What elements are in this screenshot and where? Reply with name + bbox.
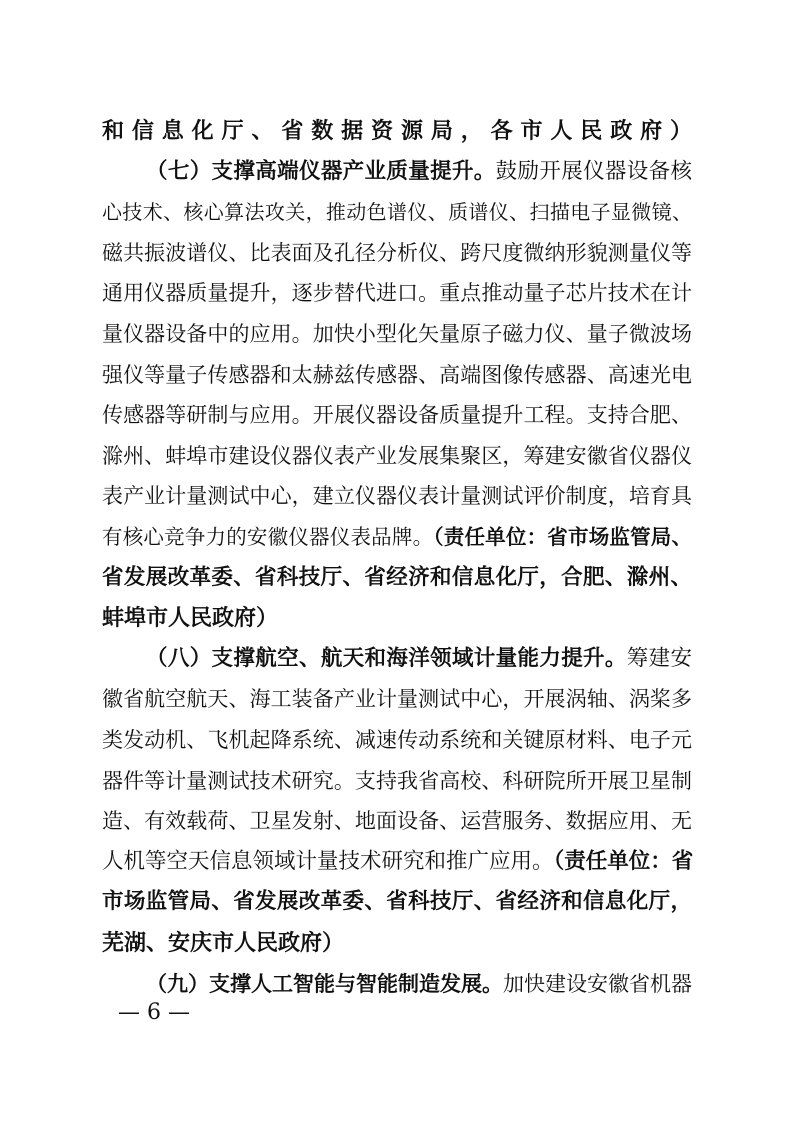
heading-9-rest: 加快建设安徽省机器 [503,971,692,996]
text-line-20: 市场监管局、省发展改革委、省科技厅、省经济和信息化厅， [102,889,692,915]
responsibility-label-7: （责任单位：省市场监管局、 [433,525,693,549]
text-line-15: 徽省航空航天、海工装备产业计量测试中心，开展涡轴、涡桨多 [102,687,692,712]
text-line-13: 蚌埠市人民政府） [102,605,279,632]
heading-9-line [146,971,692,997]
text-line-6: 量仪器设备中的应用。加快小型化矢量原子磁力仪、量子微波场 [102,322,692,346]
text-line-12: 省发展改革委、省科技厅、省经济和信息化厅，合肥、滁州、 [102,564,692,590]
heading-8: （八）支撑航空、航天和海洋领域计量能力提升。 [146,645,627,671]
text-line-5: 通用仪器质量提升，逐步替代进口。重点推动量子芯片技术在计 [102,281,692,306]
text-line-11-main: 有核心竞争力的安徽仪器仪表品牌。 [102,525,434,549]
heading-7-rest: 鼓励开展仪器设备核 [495,158,692,184]
text-line-10: 表产业计量测试中心，建立仪器仪表计量测试评价制度，培育具 [102,484,692,509]
text-line-9: 滁州、蚌埠市建设仪器仪表产业发展集聚区，筹建安徽省仪器仪 [102,443,692,468]
heading-7: （七）支撑高端仪器产业质量提升。 [146,158,496,184]
text-line-18: 造、有效载荷、卫星发射、地面设备、运营服务、数据应用、无 [102,809,692,834]
text-line-3: 心技术、核心算法攻关，推动色谱仪、质谱仪、扫描电子显微镜、 [102,200,692,225]
text-line-11 [102,524,692,550]
page-number: — 6 — [118,1000,190,1025]
text-line-4: 磁共振波谱仪、比表面及孔径分析仪、跨尺度微纳形貌测量仪等 [102,240,692,265]
text-line-21: 芜湖、安庆市人民政府） [102,930,345,956]
text-line-7: 强仪等量子传感器和太赫兹传感器、高端图像传感器、高速光电 [102,362,692,387]
heading-9: （九）支撑人工智能与智能制造发展。 [146,970,503,996]
heading-8-rest: 筹建安 [626,645,692,671]
text-line-1: 和信息化厅、省数据资源局，各市人民政府） [102,118,692,144]
text-line-19-main: 人机等空天信息领域计量技术研究和推广应用。 [102,848,554,874]
heading-7-line [146,159,692,185]
text-line-17: 器件等计量测试技术研究。支持我省高校、科研院所开展卫星制 [102,768,692,793]
text-line-16: 类发动机、飞机起降系统、减速传动系统和关键原材料、电子元 [102,728,692,752]
text-line-8: 传感器等研制与应用。开展仪器设备质量提升工程。支持合肥、 [102,403,692,428]
responsibility-label-8: （责任单位：省 [553,848,694,874]
text-line-19 [102,849,692,875]
heading-8-line [146,646,692,672]
